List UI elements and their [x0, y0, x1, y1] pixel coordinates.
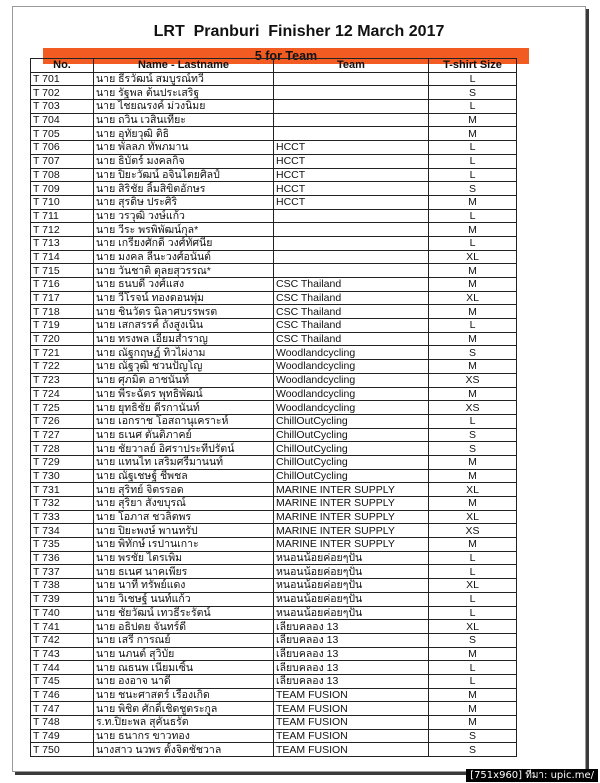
table-row	[31, 72, 517, 86]
row-name: นาย นภนต์ สุวิบัย	[94, 647, 274, 661]
row-number: T 708	[31, 168, 94, 182]
table-row	[31, 633, 517, 647]
row-size: M	[429, 647, 517, 661]
image-source-watermark: [751x960] ที่มา: upic.me/	[466, 769, 598, 782]
row-size: M	[429, 716, 517, 730]
row-size: M	[429, 113, 517, 127]
row-team: เลียบคลอง 13	[274, 647, 429, 661]
row-size: XL	[429, 291, 517, 305]
row-size: M	[429, 455, 517, 469]
row-size: XL	[429, 483, 517, 497]
column-header-name: Name - Lastname	[94, 59, 274, 73]
row-size: M	[429, 497, 517, 511]
row-number: T 745	[31, 674, 94, 688]
row-team: หนอนน้อยค่อยๆปั่น	[274, 592, 429, 606]
row-team: ChillOutCycling	[274, 442, 429, 456]
row-team: หนอนน้อยค่อยๆปั่น	[274, 606, 429, 620]
document-title: LRT Pranburi Finisher 12 March 2017	[153, 23, 445, 40]
row-name: นาย ยุทธิชัย ดีรกานันท์	[94, 401, 274, 415]
row-number: T 733	[31, 510, 94, 524]
row-name: นาย ถวิน เวสินเทียะ	[94, 113, 274, 127]
row-name: นาย ณัฐเชษฐ์ ชีพชล	[94, 469, 274, 483]
row-name: นาย ธเนศ นาคเพียร	[94, 565, 274, 579]
row-number: T 740	[31, 606, 94, 620]
row-size: M	[429, 264, 517, 278]
row-team: เลียบคลอง 13	[274, 633, 429, 647]
row-name: นาย ณัฐวุฒิ ชวนปัญโญ	[94, 360, 274, 374]
table-row	[31, 373, 517, 387]
table-row	[31, 141, 517, 155]
row-name: นาย วีโรจน์ ทองดอนพุ่ม	[94, 291, 274, 305]
row-size: M	[429, 305, 517, 319]
row-size: M	[429, 702, 517, 716]
row-name: นาย เสรี การณย์	[94, 633, 274, 647]
row-team: เลียบคลอง 13	[274, 620, 429, 634]
row-size: S	[429, 729, 517, 743]
row-number: T 719	[31, 319, 94, 333]
row-size: XL	[429, 250, 517, 264]
row-team: HCCT	[274, 195, 429, 209]
row-number: T 706	[31, 141, 94, 155]
row-name: นาย ณัฐกฤษฏ์ ทิวไผ่งาม	[94, 346, 274, 360]
row-number: T 743	[31, 647, 94, 661]
row-size: S	[429, 743, 517, 757]
row-number: T 738	[31, 579, 94, 593]
row-team	[274, 223, 429, 237]
row-number: T 702	[31, 86, 94, 100]
row-size: L	[429, 236, 517, 250]
row-number: T 747	[31, 702, 94, 716]
table-row	[31, 579, 517, 593]
row-number: T 718	[31, 305, 94, 319]
table-row	[31, 195, 517, 209]
row-name: นาย ปิยะวัฒน์ อจินไตยศิลป์	[94, 168, 274, 182]
row-team: หนอนน้อยค่อยๆปั่น	[274, 551, 429, 565]
row-size: S	[429, 633, 517, 647]
row-number: T 732	[31, 497, 94, 511]
row-number: T 734	[31, 524, 94, 538]
row-team: หนอนน้อยค่อยๆปั่น	[274, 565, 429, 579]
row-name: นาย ไชยณรงค์ ม่วงนิ่มย	[94, 100, 274, 114]
row-number: T 722	[31, 360, 94, 374]
row-name: นาย พิทักษ์ เรปานเกาะ	[94, 538, 274, 552]
row-number: T 707	[31, 154, 94, 168]
finisher-table	[30, 58, 517, 757]
table-row	[31, 264, 517, 278]
row-number: T 727	[31, 428, 94, 442]
row-team: เลียบคลอง 13	[274, 674, 429, 688]
table-row	[31, 113, 517, 127]
row-size: XS	[429, 401, 517, 415]
row-number: T 728	[31, 442, 94, 456]
row-name: นาย พีระฉัตร พุทธิพัฒน์	[94, 387, 274, 401]
row-team: CSC Thailand	[274, 332, 429, 346]
row-number: T 748	[31, 716, 94, 730]
table-row	[31, 551, 517, 565]
row-size: L	[429, 72, 517, 86]
table-row	[31, 565, 517, 579]
row-size: L	[429, 319, 517, 333]
row-team: TEAM FUSION	[274, 729, 429, 743]
row-team: CSC Thailand	[274, 319, 429, 333]
row-number: T 709	[31, 182, 94, 196]
section-banner: 5 for Team	[43, 48, 529, 64]
row-team: CSC Thailand	[274, 305, 429, 319]
row-size: L	[429, 565, 517, 579]
row-name: นาย ทรงพล เอี่ยมสำราญ	[94, 332, 274, 346]
row-team: HCCT	[274, 154, 429, 168]
row-team: ChillOutCycling	[274, 455, 429, 469]
table-row	[31, 716, 517, 730]
row-team: MARINE INTER SUPPLY	[274, 497, 429, 511]
column-header-no: No.	[31, 59, 94, 73]
row-team: ChillOutCycling	[274, 414, 429, 428]
table-body	[31, 72, 517, 756]
table-row	[31, 305, 517, 319]
table-row	[31, 620, 517, 634]
row-team: Woodlandcycling	[274, 360, 429, 374]
row-name: นาย ปิยะพงษ์ พานทรัป	[94, 524, 274, 538]
row-size: M	[429, 360, 517, 374]
row-number: T 723	[31, 373, 94, 387]
row-name: นางสาว นวพร ตั้งจิตชัชวาล	[94, 743, 274, 757]
table-row	[31, 236, 517, 250]
row-name: นาย ธนากร ขาวทอง	[94, 729, 274, 743]
row-name: นาย อธิปตย จันทร์ดี	[94, 620, 274, 634]
table-row	[31, 592, 517, 606]
table-row	[31, 182, 517, 196]
row-team: CSC Thailand	[274, 291, 429, 305]
row-name: นาย ชนะศาสตร์ เรืองเกิด	[94, 688, 274, 702]
row-name: นาย วีระ พรพิพัฒน์กุล*	[94, 223, 274, 237]
row-name: นาย ศุภมิต อาชนันท์	[94, 373, 274, 387]
row-size: L	[429, 168, 517, 182]
row-team: MARINE INTER SUPPLY	[274, 483, 429, 497]
row-team: TEAM FUSION	[274, 743, 429, 757]
row-team: HCCT	[274, 182, 429, 196]
row-name: นาย รัฐพล ต้นประเสริฐ	[94, 86, 274, 100]
table-row	[31, 319, 517, 333]
row-name: นาย เสกสรรค์ ถังสูงเนิน	[94, 319, 274, 333]
row-name: นาย สิริชัย ลิ้มสิขิตอักษร	[94, 182, 274, 196]
row-name: นาย พรชัย ไตรเพิ่ม	[94, 551, 274, 565]
row-team	[274, 127, 429, 141]
row-name: นาย วรวุฒิ วงษ์แก้ว	[94, 209, 274, 223]
row-size: M	[429, 688, 517, 702]
row-size: L	[429, 661, 517, 675]
row-number: T 744	[31, 661, 94, 675]
table-row	[31, 497, 517, 511]
row-size: S	[429, 182, 517, 196]
row-size: M	[429, 332, 517, 346]
row-size: S	[429, 442, 517, 456]
row-name: นาย ชัยวาลย์ อิศราประทีปรัตน์	[94, 442, 274, 456]
row-team	[274, 86, 429, 100]
table-row	[31, 154, 517, 168]
row-number: T 749	[31, 729, 94, 743]
row-name: นาย เอกราช โอสถานุเคราะห์	[94, 414, 274, 428]
row-name: นาย ธีรวัฒน์ สมบูรณ์ทวี	[94, 72, 274, 86]
row-number: T 731	[31, 483, 94, 497]
row-team: MARINE INTER SUPPLY	[274, 538, 429, 552]
table-row	[31, 743, 517, 757]
row-name: นาย นาที ทรัพย์แดง	[94, 579, 274, 593]
table-row	[31, 483, 517, 497]
table-row	[31, 209, 517, 223]
table-row	[31, 291, 517, 305]
row-size: L	[429, 209, 517, 223]
table-row	[31, 538, 517, 552]
row-number: T 724	[31, 387, 94, 401]
row-size: L	[429, 551, 517, 565]
row-team	[274, 113, 429, 127]
row-number: T 711	[31, 209, 94, 223]
row-number: T 726	[31, 414, 94, 428]
row-team: HCCT	[274, 168, 429, 182]
row-team: CSC Thailand	[274, 278, 429, 292]
row-team: เลียบคลอง 13	[274, 661, 429, 675]
row-team: ChillOutCycling	[274, 428, 429, 442]
row-number: T 737	[31, 565, 94, 579]
row-number: T 712	[31, 223, 94, 237]
row-name: นาย ชินวัตร นิลาศบรรพรต	[94, 305, 274, 319]
row-size: L	[429, 141, 517, 155]
table-row	[31, 346, 517, 360]
row-number: T 717	[31, 291, 94, 305]
row-team	[274, 250, 429, 264]
table-row	[31, 647, 517, 661]
row-team: Woodlandcycling	[274, 401, 429, 415]
row-team: ChillOutCycling	[274, 469, 429, 483]
row-team: Woodlandcycling	[274, 387, 429, 401]
row-size: S	[429, 86, 517, 100]
row-number: T 715	[31, 264, 94, 278]
table-row	[31, 360, 517, 374]
table-row	[31, 688, 517, 702]
row-size: XS	[429, 373, 517, 387]
row-number: T 735	[31, 538, 94, 552]
table-row	[31, 223, 517, 237]
row-name: นาย ชัยวัฒน์ เทวธีระรัตน์	[94, 606, 274, 620]
row-size: L	[429, 414, 517, 428]
row-number: T 720	[31, 332, 94, 346]
row-number: T 716	[31, 278, 94, 292]
row-name: นาย ธนบดี วงศ์แสง	[94, 278, 274, 292]
row-team: TEAM FUSION	[274, 702, 429, 716]
row-name: นาย อุทัยวุฒิ ติธิ	[94, 127, 274, 141]
row-name: นาย สุริทย์ จิตรรอด	[94, 483, 274, 497]
table-row	[31, 332, 517, 346]
table-row	[31, 127, 517, 141]
row-size: XS	[429, 524, 517, 538]
row-team	[274, 72, 429, 86]
row-name: นาย ธเนศ ตันติภาคย์	[94, 428, 274, 442]
row-number: T 736	[31, 551, 94, 565]
row-number: T 742	[31, 633, 94, 647]
row-number: T 703	[31, 100, 94, 114]
row-size: L	[429, 592, 517, 606]
row-number: T 730	[31, 469, 94, 483]
table-row	[31, 278, 517, 292]
row-team	[274, 209, 429, 223]
table-row	[31, 455, 517, 469]
row-size: L	[429, 606, 517, 620]
row-number: T 714	[31, 250, 94, 264]
table-row	[31, 250, 517, 264]
column-header-size: T-shirt Size	[429, 59, 517, 73]
row-name: นาย องอาจ นาดี	[94, 674, 274, 688]
row-name: นาย มงคล ลีนะวงศ์อนันต์	[94, 250, 274, 264]
row-name: นาย สุริยา สังขบุรณ์	[94, 497, 274, 511]
row-size: S	[429, 346, 517, 360]
row-team: TEAM FUSION	[274, 688, 429, 702]
row-team	[274, 100, 429, 114]
row-size: M	[429, 195, 517, 209]
row-number: T 704	[31, 113, 94, 127]
row-name: นาย วันชาติ ตุลยสุวรรณ*	[94, 264, 274, 278]
row-team: หนอนน้อยค่อยๆปั่น	[274, 579, 429, 593]
row-number: T 701	[31, 72, 94, 86]
table-row	[31, 100, 517, 114]
row-number: T 750	[31, 743, 94, 757]
row-size: XL	[429, 510, 517, 524]
row-size: M	[429, 387, 517, 401]
table-row	[31, 729, 517, 743]
table-row	[31, 401, 517, 415]
table-row	[31, 168, 517, 182]
table-row	[31, 414, 517, 428]
row-size: L	[429, 100, 517, 114]
table-row	[31, 86, 517, 100]
table-row	[31, 674, 517, 688]
row-number: T 710	[31, 195, 94, 209]
table-row	[31, 661, 517, 675]
table-row	[31, 469, 517, 483]
row-name: นาย พิชิต ศักดิ์เชิดชูตระกูล	[94, 702, 274, 716]
row-size: M	[429, 223, 517, 237]
row-size: XL	[429, 579, 517, 593]
row-name: นาย ณธนพ เนียมเซิ้น	[94, 661, 274, 675]
row-size: M	[429, 278, 517, 292]
row-size: M	[429, 469, 517, 483]
row-number: T 741	[31, 620, 94, 634]
row-name: นาย แทนไท เสริมศรีมานนท์	[94, 455, 274, 469]
row-number: T 713	[31, 236, 94, 250]
row-team: MARINE INTER SUPPLY	[274, 510, 429, 524]
row-name: นาย วิเชษฐ์ นนท์แก้ว	[94, 592, 274, 606]
column-header-team: Team	[274, 59, 429, 73]
row-team: Woodlandcycling	[274, 346, 429, 360]
row-team: MARINE INTER SUPPLY	[274, 524, 429, 538]
row-name: นาย พัลลภ ทัพภมาน	[94, 141, 274, 155]
table-row	[31, 442, 517, 456]
table-row	[31, 428, 517, 442]
table-row	[31, 387, 517, 401]
row-team	[274, 236, 429, 250]
row-number: T 725	[31, 401, 94, 415]
table-row	[31, 702, 517, 716]
row-team: HCCT	[274, 141, 429, 155]
row-name: นาย โอภาส ชวลิตพร	[94, 510, 274, 524]
row-number: T 705	[31, 127, 94, 141]
table-row	[31, 524, 517, 538]
row-size: M	[429, 127, 517, 141]
row-name: ร.ท.ปิยะพล สุคันธรัต	[94, 716, 274, 730]
row-team	[274, 264, 429, 278]
table-row	[31, 606, 517, 620]
row-size: L	[429, 674, 517, 688]
table-row	[31, 510, 517, 524]
row-size: S	[429, 428, 517, 442]
table-header-row	[31, 59, 517, 73]
row-name: นาย เกรียงศักดิ์ วงศ์ทัศนีย	[94, 236, 274, 250]
row-size: L	[429, 154, 517, 168]
row-number: T 739	[31, 592, 94, 606]
row-name: นาย สุรดิษ ประศิริ	[94, 195, 274, 209]
row-number: T 721	[31, 346, 94, 360]
row-team: TEAM FUSION	[274, 716, 429, 730]
row-name: นาย ธิบัตร์ มงคลกิจ	[94, 154, 274, 168]
row-size: M	[429, 538, 517, 552]
row-size: XL	[429, 620, 517, 634]
row-number: T 746	[31, 688, 94, 702]
row-number: T 729	[31, 455, 94, 469]
row-team: Woodlandcycling	[274, 373, 429, 387]
